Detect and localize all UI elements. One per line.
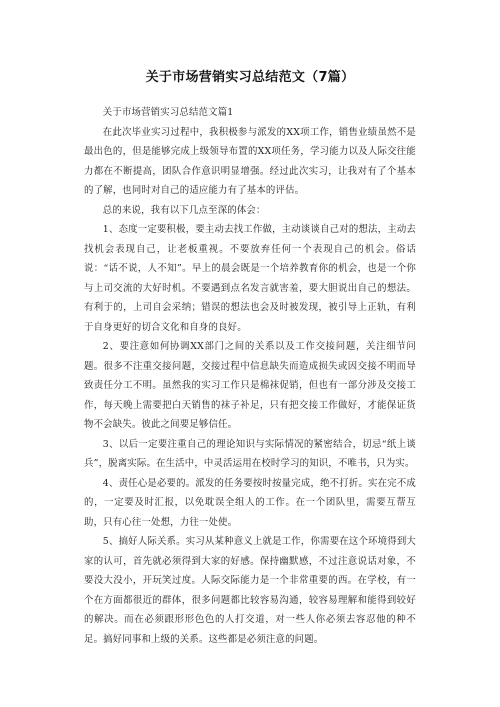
paragraph-intro: 在此次毕业实习过程中，我积极参与派发的XX项工作，销售业绩虽然不是最出色的，但是能够完成上级领导布置的XX项任务，学习能力以及人际交往能力都在不断提高，团队合作意识明显增强。经过此次实习，让我对有了个基本的了解，也同时对自己的适应能力有了基本的评估。 — [84, 126, 416, 196]
document-title: 关于市场营销实习总结范文（7篇） — [145, 70, 355, 85]
document-body — [84, 103, 416, 649]
paragraph-point-4: 4、责任心是必要的。派发的任务要按时按量完成，绝不打折。实在完不成的，一定要及时汇报，以免耽误全组人的工作。在一个团队里，需要互帮互助，只有心往一处想，力往一处使。 — [84, 477, 416, 528]
paragraph-point-1: 1、态度一定要积极，要主动去找工作做，主动谈谈自己对的想法，主动去找机会表现自己，让老板重视。不要放弃任何一个表现自己的机会。俗话说：“话不说，人不知”。早上的晨会既是一个培养教育你的机会，也是一个你与上司交流的大好时机。不要遇到点名发言就害羞，要大胆说出自己的想法。有利于的，上司自会采纳；错误的想法也会及时被发现，被引导上正轨，有利于自身更好的切合文化和自身的良好。 — [84, 224, 416, 333]
paragraph-point-3: 3、以后一定要注重自己的理论知识与实际情况的紧密结合，切忌“纸上谈兵”，脱离实际。在生活中，中灵活运用在校时学习的知识，不唯书，只为实。 — [84, 438, 416, 469]
section-heading: 关于市场营销实习总结范文篇1 — [102, 107, 234, 118]
paragraph-summary-lead: 总的来说，我有以下几点至深的体会： — [102, 204, 266, 216]
paragraph-point-2: 2、要注意如何协调XX部门之间的关系以及工作交接问题，关注细节问题。很多不注重交接问题，交接过程中信息缺失而造成损失或因交接不明而导致责任分工不明。虽然我的实习工作只是棉袜促销，但也有一部分涉及交接工作，每天晚上需要把白天销售的袜子补足，只有把交接工作做好，才能保证货物不会缺失。彼此之间要足够信任。 — [84, 341, 416, 430]
paragraph-point-5: 5、搞好人际关系。实习从某种意义上就是工作，你需要在这个环境得到大家的认可，首先就必须得到大家的好感。保持幽默感，不过注意说话对象，不要没大没小，开玩笑过度。人际交际能力是一个非常重要的西。在学校，有一个在方面都很近的群体，很多问题都比较容易沟通，较容易理解和能得到较好的解决。而在必须跟形形色色的人打交道，对一些人你必须去容忍他的种不足。搞好同事和上级的关系。这些都是必须注意的问题。 — [84, 536, 416, 645]
